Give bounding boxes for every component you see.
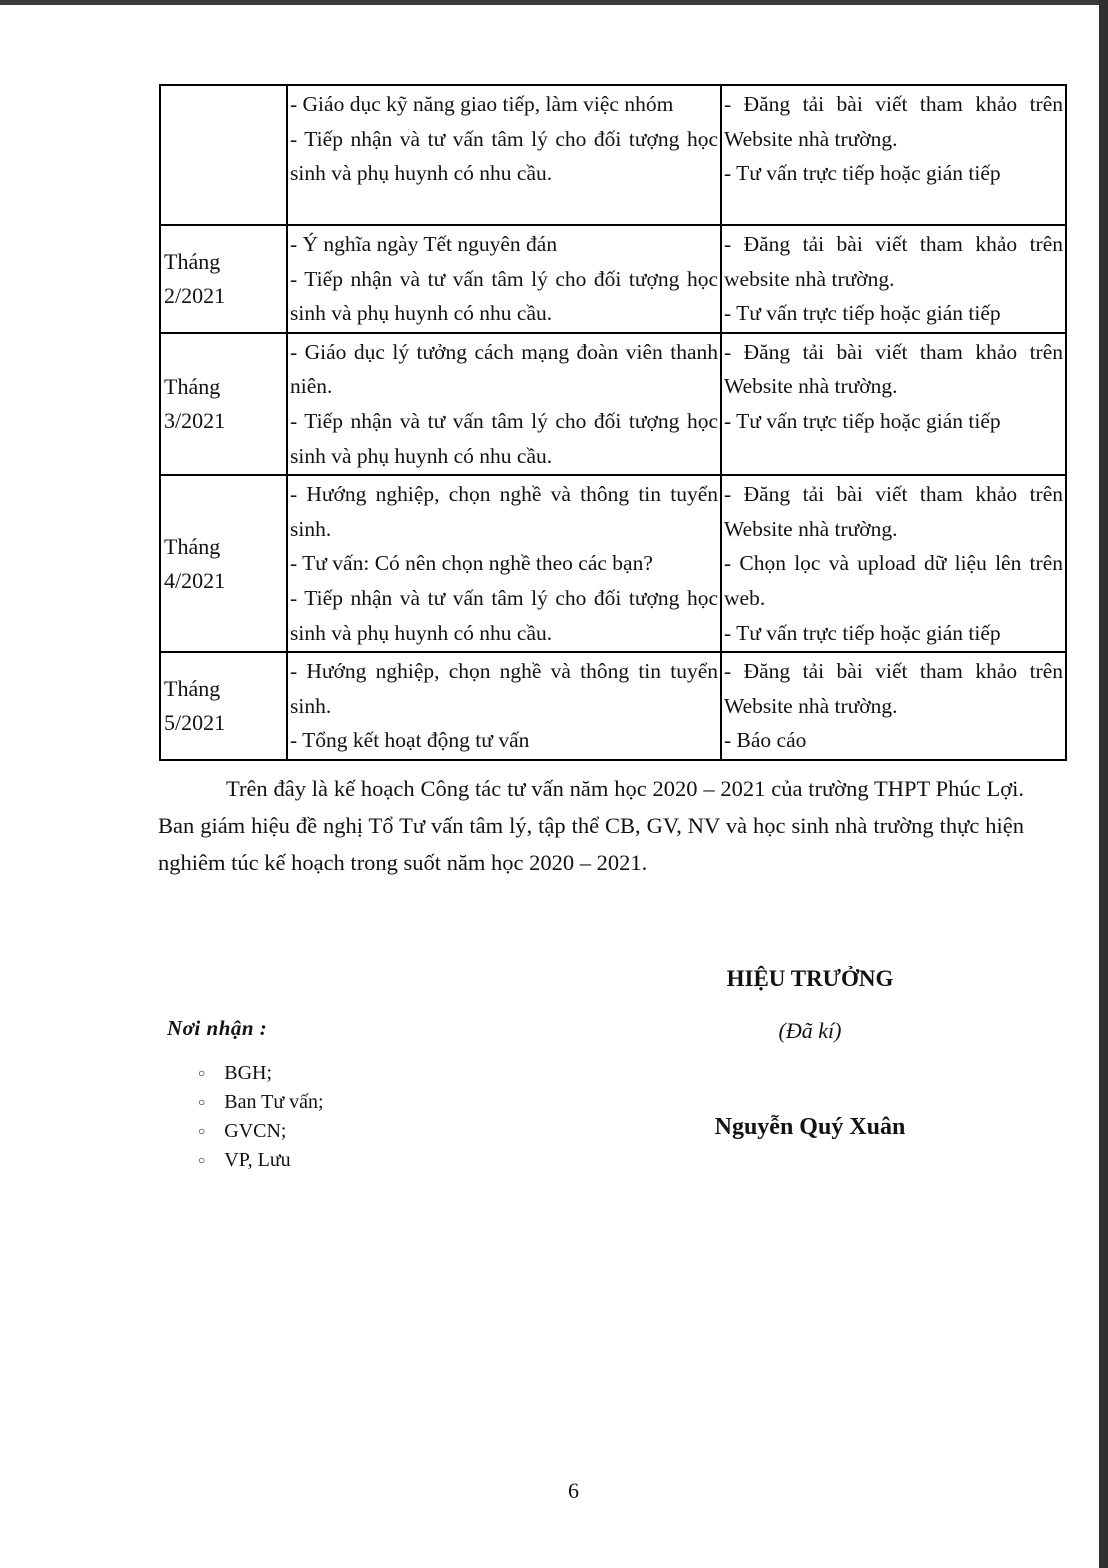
month-cell [160,225,287,333]
month-line: 5/2021 [164,710,226,736]
activity-item: - Tiếp nhận và tư vấn tâm lý cho đối tượng học sinh và phụ huynh có nhu cầu. [290,408,718,468]
recipient-label: GVCN; [224,1120,287,1142]
circle-bullet-icon: ○ [198,1124,206,1138]
month-cell [160,652,287,760]
table-row [160,85,1066,225]
activity-item: - Giáo dục kỹ năng giao tiếp, làm việc nhóm [290,92,674,116]
month-line: Tháng [164,373,221,399]
month-line: 4/2021 [164,567,226,593]
schedule-table-body [160,85,1066,760]
table-row [160,225,1066,333]
recipient-item [198,1062,324,1091]
method-item: - Tư vấn trực tiếp hoặc gián tiếp [724,161,1001,186]
recipients-label: Nơi nhận : [167,1016,268,1040]
right-edge-strip [1099,0,1108,1568]
method-item: - Tư vấn trực tiếp hoặc gián tiếp [724,620,1001,645]
schedule-table [159,84,1067,761]
activities-cell [287,652,721,760]
signed-note: (Đã kí) [778,1018,842,1043]
methods-cell [721,333,1066,475]
activity-item: - Tiếp nhận và tư vấn tâm lý cho đối tượng học sinh và phụ huynh có nhu cầu. [290,126,718,186]
month-cell [160,333,287,475]
activity-item: - Tiếp nhận và tư vấn tâm lý cho đối tượng học sinh và phụ huynh có nhu cầu. [290,585,718,645]
circle-bullet-icon: ○ [198,1095,206,1109]
page-number: 6 [568,1478,579,1503]
method-item: - Đăng tải bài viết tham khảo trên Website nhà trường. [724,339,1063,399]
recipient-item [198,1149,324,1178]
activity-item: - Tiếp nhận và tư vấn tâm lý cho đối tượng học sinh và phụ huynh có nhu cầu. [290,266,718,326]
circle-bullet-icon: ○ [198,1066,206,1080]
recipient-label: Ban Tư vấn; [224,1091,324,1113]
methods-cell [721,652,1066,760]
activity-item: - Giáo dục lý tưởng cách mạng đoàn viên thanh niên. [290,339,718,399]
methods-cell [721,475,1066,652]
top-edge-bar [0,0,1108,5]
circle-bullet-icon: ○ [198,1153,206,1167]
methods-cell [721,85,1066,225]
activity-item: - Hướng nghiệp, chọn nghề và thông tin tuyển sinh. [290,659,718,718]
recipient-label: VP, Lưu [224,1149,291,1171]
method-item: - Chọn lọc và upload dữ liệu lên trên web. [724,551,1063,610]
signatory-name: Nguyễn Quý Xuân [714,1114,906,1140]
month-cell [160,475,287,652]
month-cell [160,85,287,225]
activity-item: - Tổng kết hoạt động tư vấn [290,728,530,753]
activities-cell [287,85,721,225]
month-line: 2/2021 [164,282,226,308]
signature-title: HIỆU TRƯỞNG [726,966,894,991]
activities-cell [287,475,721,652]
table-row [160,652,1066,760]
method-item: - Tư vấn trực tiếp hoặc gián tiếp [724,301,1001,326]
closing-paragraph: Trên đây là kế hoạch Công tác tư vấn năm học 2020 – 2021 của trường THPT Phúc Lợi. Ban giám hiệu đề nghị Tổ Tư vấn tâm lý, tập thể CB, GV, NV và học sinh nhà trường thực hiện nghiêm túc kế hoạch trong suốt năm học 2020 – 2021. [158,776,1024,875]
method-item: - Đăng tải bài viết tham khảo trên Website nhà trường. [724,482,1063,541]
recipient-label: BGH; [224,1062,273,1084]
method-item: - Đăng tải bài viết tham khảo trên Website nhà trường. [724,92,1063,151]
activities-cell [287,225,721,333]
method-item: - Đăng tải bài viết tham khảo trên website nhà trường. [724,232,1063,291]
method-item: - Đăng tải bài viết tham khảo trên Website nhà trường. [724,659,1063,718]
table-row [160,475,1066,652]
recipient-item [198,1091,324,1120]
table-row [160,333,1066,475]
method-item: - Báo cáo [724,728,807,753]
methods-cell [721,225,1066,333]
month-line: Tháng [164,248,221,274]
activity-item: - Tư vấn: Có nên chọn nghề theo các bạn? [290,551,653,576]
month-line: Tháng [164,533,221,559]
method-item: - Tư vấn trực tiếp hoặc gián tiếp [724,408,1001,433]
recipient-item [198,1120,324,1149]
activities-cell [287,333,721,475]
month-line: 3/2021 [164,407,226,433]
month-line: Tháng [164,676,221,702]
recipients-list [198,1062,324,1178]
activity-item: - Hướng nghiệp, chọn nghề và thông tin tuyển sinh. [290,482,718,541]
activity-item: - Ý nghĩa ngày Tết nguyên đán [290,232,558,256]
